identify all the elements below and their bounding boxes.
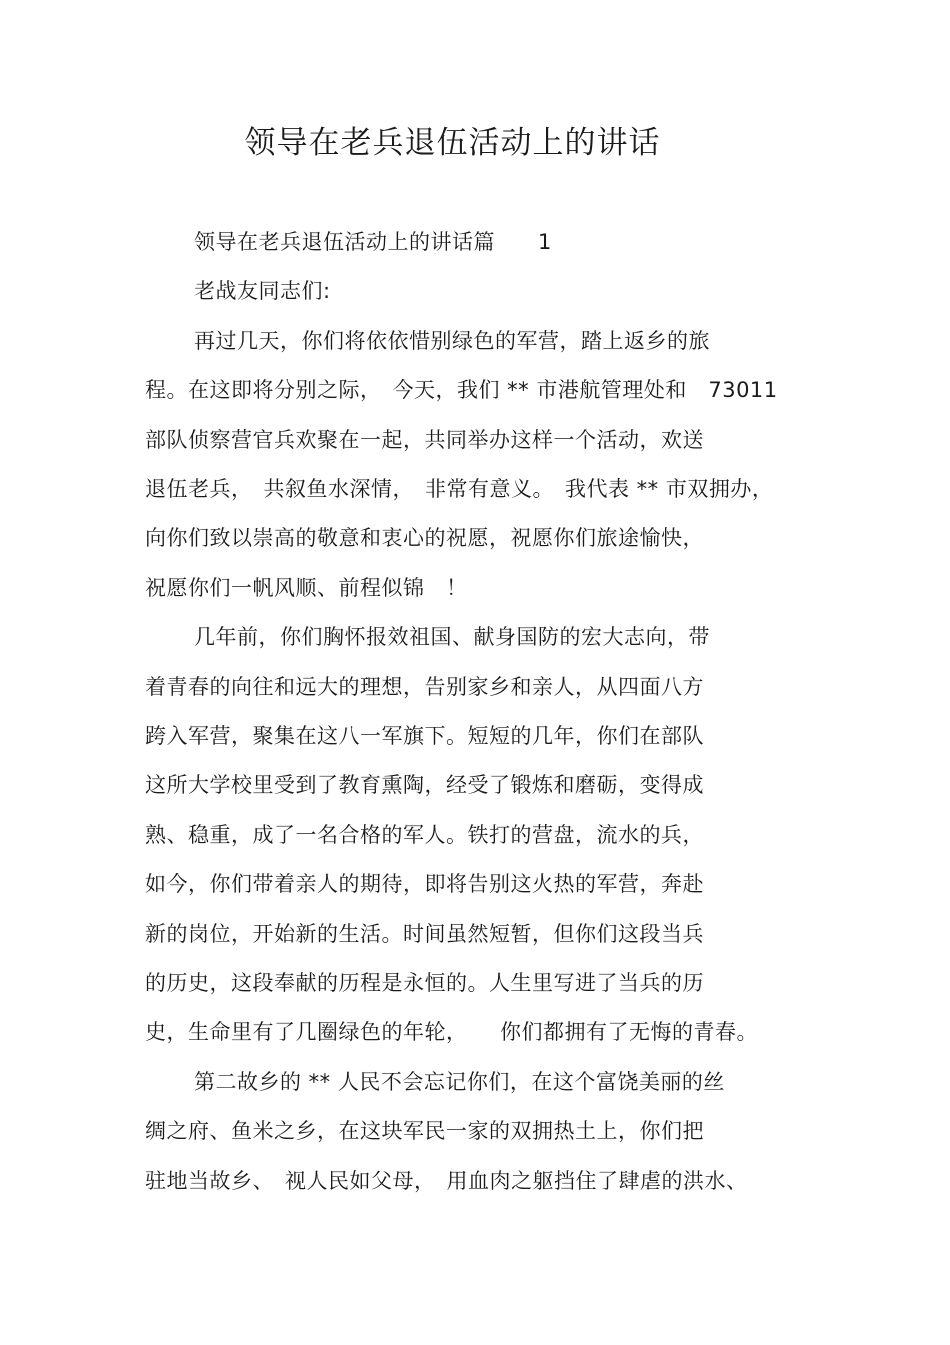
paragraph-line: 退伍老兵， 共叙鱼水深情， 非常有意义。 我代表 ** 市双拥办， bbox=[145, 477, 774, 501]
paragraph-line: 向你们致以崇高的敬意和衷心的祝愿，祝愿你们旅途愉快， bbox=[145, 526, 704, 551]
paragraph-line: 祝愿你们一帆风顺、前程似锦 ！ bbox=[145, 575, 468, 600]
paragraph-first-line: 再过几天，你们将依依惜别绿色的军营，踏上返乡的旅 bbox=[194, 328, 710, 353]
paragraph-first-line: 老战友同志们: bbox=[194, 279, 331, 304]
document-title: 领导在老兵退伍活动上的讲话 bbox=[244, 125, 661, 161]
paragraph-line: 这所大学校里受到了教育熏陶，经受了锻炼和磨砺，变得成 bbox=[145, 773, 704, 798]
paragraph-first-line: 几年前，你们胸怀报效祖国、献身国防的宏大志向，带 bbox=[194, 625, 710, 650]
paragraph-first-line: 领导在老兵退伍活动上的讲话篇 1 bbox=[194, 230, 552, 254]
paragraph-line: 程。在这即将分别之际， 今天，我们 ** 市港航管理处和 73011 bbox=[145, 378, 778, 403]
paragraph-line: 绸之府、鱼米之乡，在这块军民一家的双拥热土上，你们把 bbox=[145, 1119, 704, 1144]
paragraph-line: 熟、稳重，成了一名合格的军人。铁打的营盘，流水的兵， bbox=[145, 822, 704, 847]
paragraph-line: 部队侦察营官兵欢聚在一起，共同举办这样一个活动，欢送 bbox=[145, 427, 704, 452]
paragraph-line: 驻地当故乡、 视人民如父母， 用血肉之躯挡住了肆虐的洪水、 bbox=[145, 1168, 748, 1193]
paragraph-first-line: 第二故乡的 ** 人民不会忘记你们，在这个富饶美丽的丝 bbox=[194, 1069, 725, 1094]
paragraph-line: 的历史，这段奉献的历程是永恒的。人生里写进了当兵的历 bbox=[145, 971, 704, 995]
paragraph-line: 如今，你们带着亲人的期待，即将告别这火热的军营，奔赴 bbox=[145, 872, 704, 897]
paragraph-line: 新的岗位，开始新的生活。时间虽然短暂，但你们这段当兵 bbox=[145, 921, 704, 946]
paragraph-line: 史，生命里有了几圈绿色的年轮， 你们都拥有了无悔的青春。 bbox=[145, 1020, 758, 1045]
paragraph-line: 跨入军营，聚集在这八一军旗下。短短的几年，你们在部队 bbox=[145, 724, 704, 748]
paragraph-line: 着青春的向往和远大的理想，告别家乡和亲人，从四面八方 bbox=[145, 674, 704, 699]
